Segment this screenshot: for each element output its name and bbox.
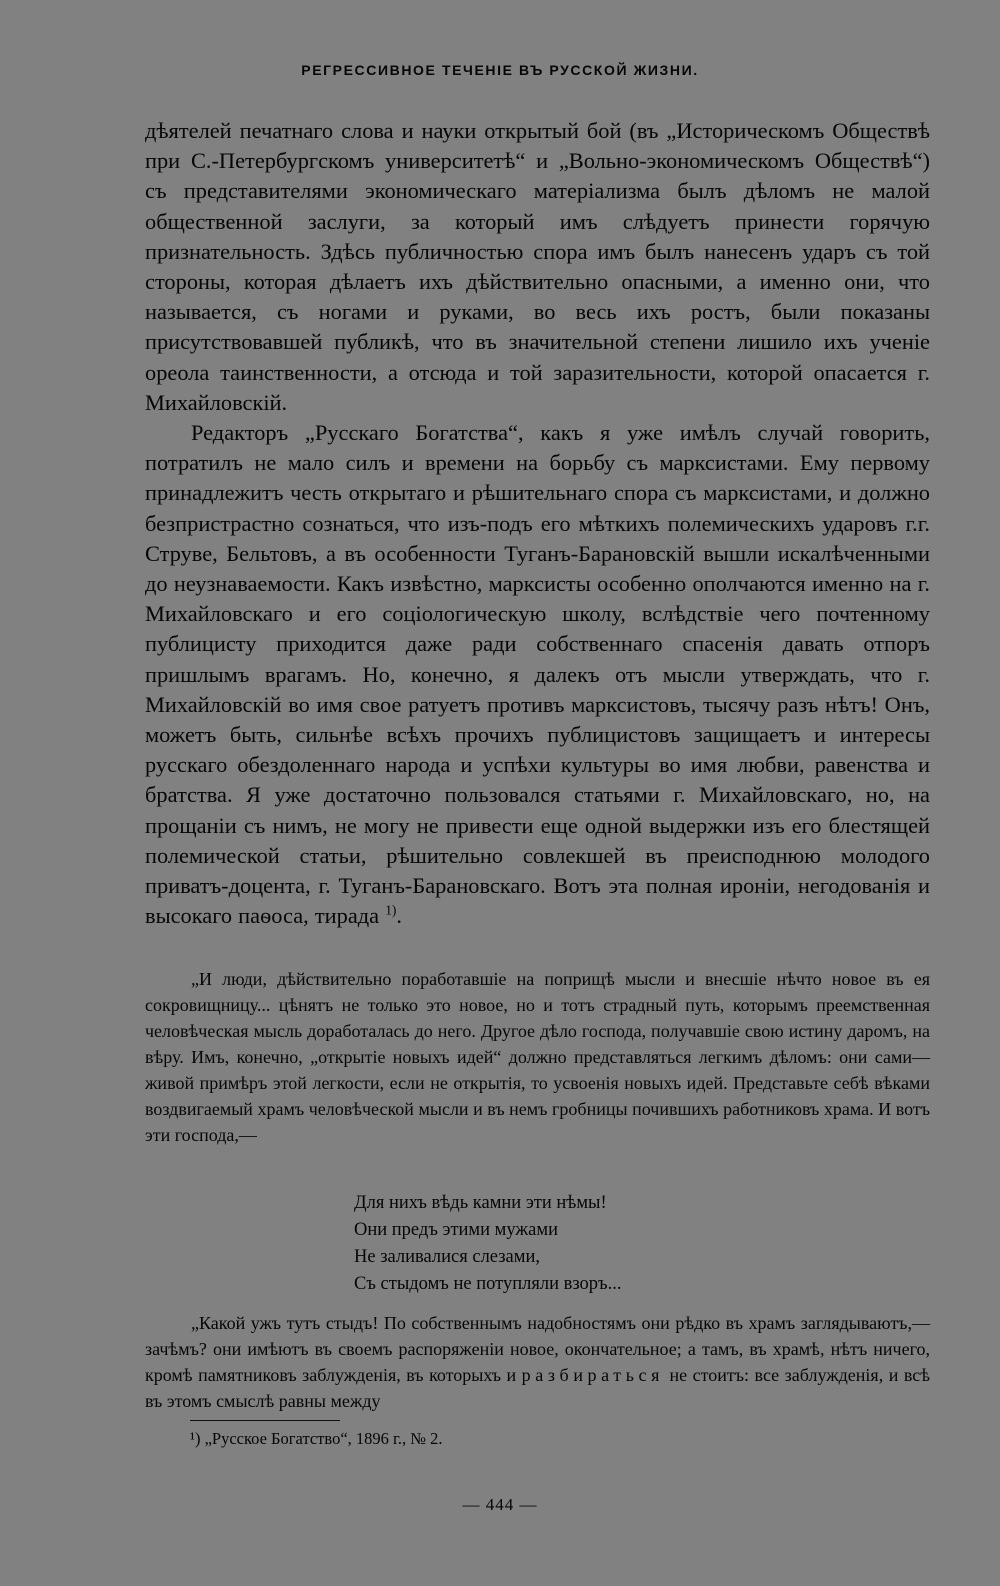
poem-line: Они предъ этими мужами	[354, 1220, 558, 1240]
footnote-text: „Русское Богатство“, 1896 г., № 2.	[204, 1429, 443, 1448]
paragraph-1: дѣятелей печатнаго слова и науки открытый бой (въ „Историческомъ Обществѣ при С.-Петербургскомъ университетѣ“ и „Вольно-экономическомъ Обществѣ“) съ представителями экономическаго матеріализма былъ дѣломъ не малой общественной заслуги, за который имъ слѣдуетъ принести горячую признательность. Здѣсь публичностью спора имъ былъ нанесенъ ударъ съ той стороны, которая дѣлаетъ ихъ дѣйствительно опасными, а именно они, что называется, съ ногами и руками, во весь ихъ ростъ, были показаны присутствовавшей публикѣ, что въ значительной степени лишило ихъ ученіе ореола таинственности, а отсюда и той заразительности, которой опасается г. Михайловскій.	[145, 118, 930, 415]
block-quote	[145, 966, 930, 1148]
main-text	[145, 116, 930, 931]
spaced-word: разбираться	[521, 1365, 665, 1385]
paragraph-2-text: Редакторъ „Русскаго Богатства“, какъ я уже имѣлъ случай говорить, потратилъ не мало силъ и времени на борьбу съ марксистами. Ему первому принадлежитъ честь открытаго и рѣшительнаго спора съ марксистами, и должно безпристрастно сознаться, что изъ-подъ его мѣткихъ полемическихъ ударовъ г.г. Струве, Бельтовъ, а въ особенности Туганъ-Барановскій вышли искалѣченными до неузнаваемости. Какъ извѣстно, марксисты особенно ополчаются именно на г. Михайловскаго и его соціологическую школу, вслѣдствіе чего почтенному публицисту приходится даже ради собственнаго спасенія давать отпоръ пришлымъ врагамъ. Но, конечно, я далекъ отъ мысли утверждать, что г. Михайловскій во имя свое ратуетъ противъ марксистовъ, тысячу разъ нѣтъ! Онъ, можетъ быть, сильнѣе всѣхъ прочихъ публицистовъ защищаетъ и интересы русскаго обездоленнаго народа и успѣхи культуры во имя любви, равенства и братства. Я уже достаточно пользовался статьями г. Михайловскаго, но, на прощаніи съ нимъ, не могу не привести еще одной выдержки изъ его блестящей полемической статьи, рѣшительно совлекшей въ преисподнюю молодого приватъ-доцента, г. Туганъ-Барановскаго. Вотъ эта полная ироніи, негодованія и высокаго паѳоса, тирада	[145, 420, 930, 929]
footnote-mark: ¹)	[190, 1429, 201, 1448]
page-number: — 444 —	[462, 1495, 538, 1514]
poem-line: Съ стыдомъ не потупляли взоръ...	[354, 1274, 622, 1294]
paragraph-2-end: .	[396, 903, 403, 929]
footnote	[190, 1428, 443, 1450]
poem	[354, 1190, 621, 1298]
running-head: РЕГРЕССИВНОЕ ТЕЧЕНІЕ ВЪ РУССКОЙ ЖИЗНИ.	[301, 62, 699, 78]
paragraph-2	[145, 418, 930, 931]
poem-line: Не заливалися слезами,	[354, 1247, 540, 1267]
quote2-text-b: не стоитъ: все заблужденія, и всѣ въ этомъ смыслѣ равны между	[145, 1365, 930, 1411]
footnote-divider	[190, 1420, 340, 1421]
block-quote-continued	[145, 1310, 930, 1414]
poem-line: Для нихъ вѣдь камни эти нѣмы!	[354, 1193, 607, 1213]
block-quote-continued-text	[145, 1310, 930, 1414]
quote2-text-a: „Какой ужъ тутъ стыдъ! По собственнымъ надобностямъ они рѣдко въ храмъ заглядываютъ,—зачѣмъ? они имѣютъ въ своемъ распоряженіи новое, окончательное; а тамъ, въ храмѣ, нѣтъ ничего, кромѣ памятниковъ заблужденія, въ которыхъ и	[145, 1313, 930, 1385]
block-quote-text: „И люди, дѣйствительно поработавшіе на поприщѣ мысли и внесшіе нѣчто новое въ ея сокровищницу... цѣнятъ не только это новое, но и тотъ страдный путь, которымъ преемственная человѣческая мысль доработалась до него. Другое дѣло господа, получавшіе свою истину даромъ, на вѣру. Имъ, конечно, „открытіе новыхъ идей“ должно представляться легкимъ дѣломъ: они сами—живой примѣръ этой легкости, если не открытія, то усвоенія новыхъ идей. Представьте себѣ вѣками воздвигаемый храмъ человѣческой мысли и въ немъ гробницы почившихъ работниковъ храма. И вотъ эти господа,—	[145, 969, 930, 1145]
footnote-reference: 1)	[385, 902, 397, 918]
